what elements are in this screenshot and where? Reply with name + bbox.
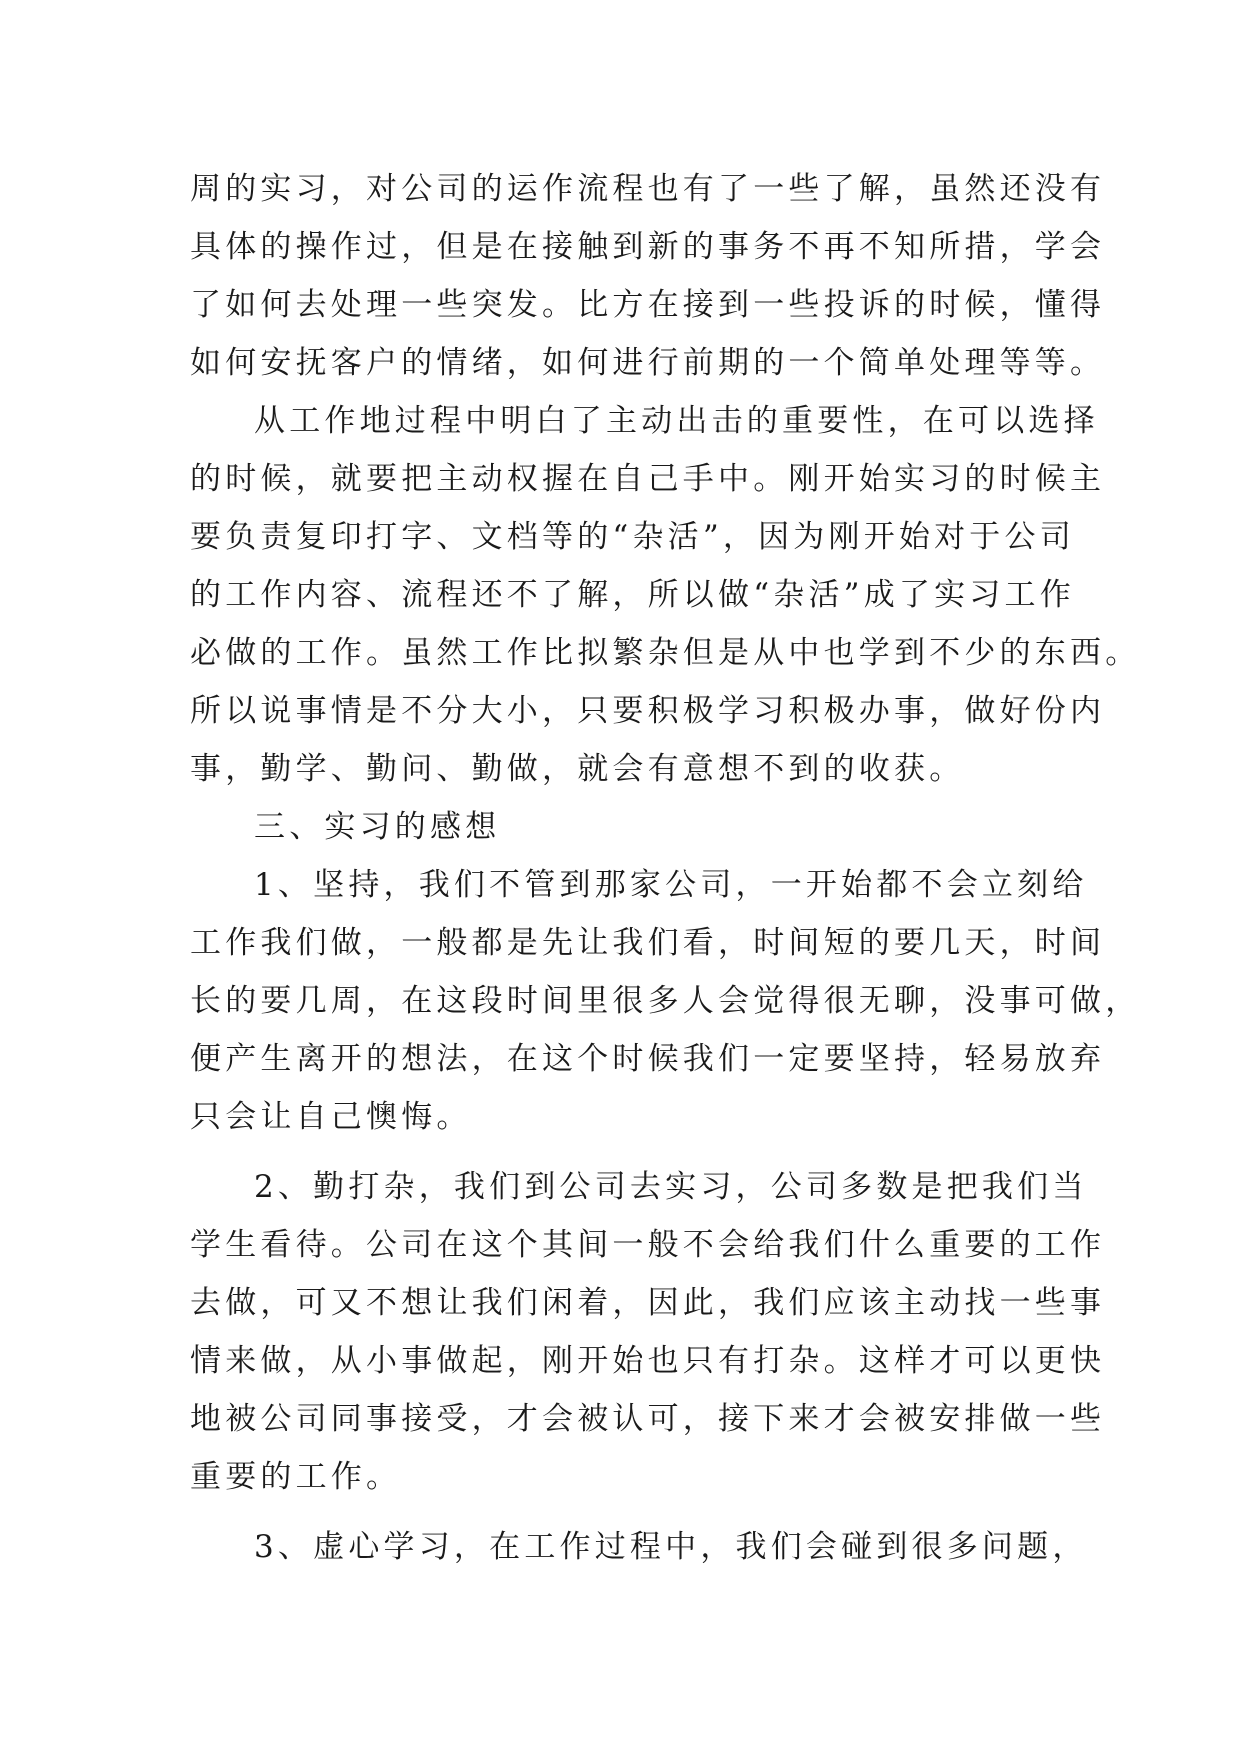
text-line: 情来做，从小事做起，刚开始也只有打杂。这样才可以更快 [190,1343,1106,1379]
text-line: 便产生离开的想法，在这个时候我们一定要坚持，轻易放弃 [190,1041,1106,1077]
text-line: 如何安抚客户的情绪，如何进行前期的一个简单处理等等。 [190,345,1106,381]
text-line: 三、实习的感想 [254,809,501,845]
text-line: 从工作地过程中明白了主动出击的重要性，在可以选择 [254,403,1099,439]
document-page [190,160,1141,1576]
text-line: 要负责复印打字、文档等的“杂活”，因为刚开始对于公司 [190,519,1075,555]
text-line: 去做，可又不想让我们闲着，因此，我们应该主动找一些事 [190,1285,1106,1321]
text-line: 重要的工作。 [190,1459,402,1495]
text-line: 必做的工作。虽然工作比拟繁杂但是从中也学到不少的东西。 [190,635,1141,671]
text-line: 的时候，就要把主动权握在自己手中。刚开始实习的时候主 [190,461,1106,497]
text-line: 2、勤打杂，我们到公司去实习，公司多数是把我们当 [254,1169,1088,1205]
text-line: 具体的操作过，但是在接触到新的事务不再不知所措，学会 [190,229,1106,265]
text-line: 所以说事情是不分大小，只要积极学习积极办事，做好份内 [190,693,1106,729]
text-line: 工作我们做，一般都是先让我们看，时间短的要几天，时间 [190,925,1106,961]
text-line: 地被公司同事接受，才会被认可，接下来才会被安排做一些 [190,1401,1106,1437]
text-line: 周的实习，对公司的运作流程也有了一些了解，虽然还没有 [190,171,1106,207]
text-line: 了如何去处理一些突发。比方在接到一些投诉的时候，懂得 [190,287,1106,323]
text-line: 3、虚心学习，在工作过程中，我们会碰到很多问题， [254,1529,1088,1565]
text-line: 只会让自己懊悔。 [190,1099,472,1135]
text-line: 的工作内容、流程还不了解，所以做“杂活”成了实习工作 [190,577,1075,613]
text-line: 学生看待。公司在这个其间一般不会给我们什么重要的工作 [190,1227,1106,1263]
text-line: 1、坚持，我们不管到那家公司，一开始都不会立刻给 [254,867,1088,903]
text-line: 长的要几周，在这段时间里很多人会觉得很无聊，没事可做， [190,983,1141,1019]
text-line: 事，勤学、勤问、勤做，就会有意想不到的收获。 [190,751,965,787]
